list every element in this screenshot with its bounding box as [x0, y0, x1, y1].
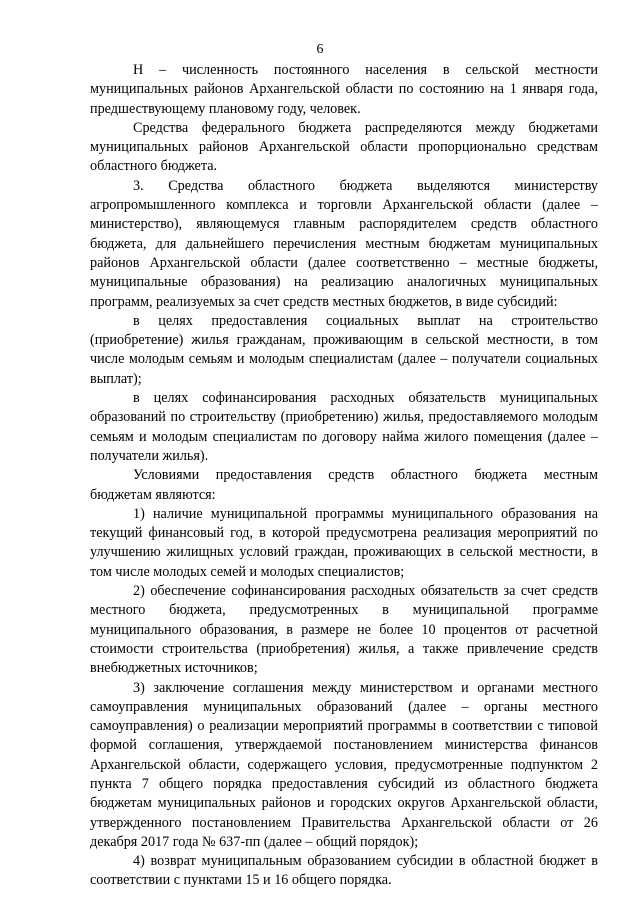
paragraph-conditions-intro: Условиями предоставления средств областного бюджета местным бюджетам являются:: [90, 467, 598, 503]
document-body: [90, 61, 598, 891]
paragraph-population-definition: H – численность постоянного населения в сельской местности муниципальных районов Архангельской области по состоянию на 1 января года, предшествующему плановому году, человек.: [90, 62, 598, 117]
paragraph-condition-1: 1) наличие муниципальной программы муниципального образования на текущий финансовый год, в которой предусмотрена реализация мероприятий по улучшению жилищных условий граждан, проживающих в сельской местности, в том числе молодых семей и молодых специалистов;: [90, 505, 598, 580]
page-number: 6: [316, 42, 324, 57]
paragraph-condition-2: 2) обеспечение софинансирования расходных обязательств за счет средств местного бюджета, предусмотренных в муниципальной программе муниципального образования, в размере не более 10 процентов от расчетной стоимости строительства (приобретения) жилья, а также привлечение средств внебюджетных источников;: [90, 583, 598, 677]
paragraph-cofinancing: в целях софинансирования расходных обязательств муниципальных образований по строительству (приобретению) жилья, предоставляемого молодым семьям и молодым специалистам по договору найма жилого помещения (далее – получатели жилья).: [90, 390, 598, 464]
paragraph-federal-funds: Средства федерального бюджета распределяются между бюджетами муниципальных районов Архангельской области пропорционально средствам областного бюджета.: [90, 119, 598, 175]
paragraph-regional-funds: 3. Средства областного бюджета выделяются министерству агропромышленного комплекса и торговли Архангельской области (далее – министерство), являющемуся главным распорядителем средств областного бюджета, для дальнейшего перечисления местным бюджетам муниципальных районов Архангельской области (далее соответственно – местные бюджеты, муниципальные образования) на реализацию аналогичных муниципальных программ, реализуемых за счет средств местных бюджетов, в виде субсидий:: [90, 177, 598, 310]
paragraph-condition-3: 3) заключение соглашения между министерством и органами местного самоуправления муниципальных образований (далее – органы местного самоуправления) о реализации мероприятий программы в соответствии с типовой формой соглашения, утверждаемой постановлением министерства финансов Архангельской области, содержащего условия, предусмотренные подпунктом 2 пункта 7 общего порядка предоставления субсидий из областного бюджета бюджетам муниципальных районов и городских округов Архангельской области, утвержденного постановлением Правительства Архангельской области от 26 декабря 2017 года № 637-пп (далее – общий порядок);: [90, 679, 598, 850]
paragraph-condition-4: 4) возврат муниципальным образованием субсидии в областной бюджет в соответствии с пунктами 15 и 16 общего порядка.: [90, 853, 598, 889]
paragraph-social-payments: в целях предоставления социальных выплат на строительство (приобретение) жилья гражданам, проживающим в сельской местности, в том числе молодым семьям и молодым специалистам (далее – получатели социальных выплат);: [90, 312, 598, 387]
